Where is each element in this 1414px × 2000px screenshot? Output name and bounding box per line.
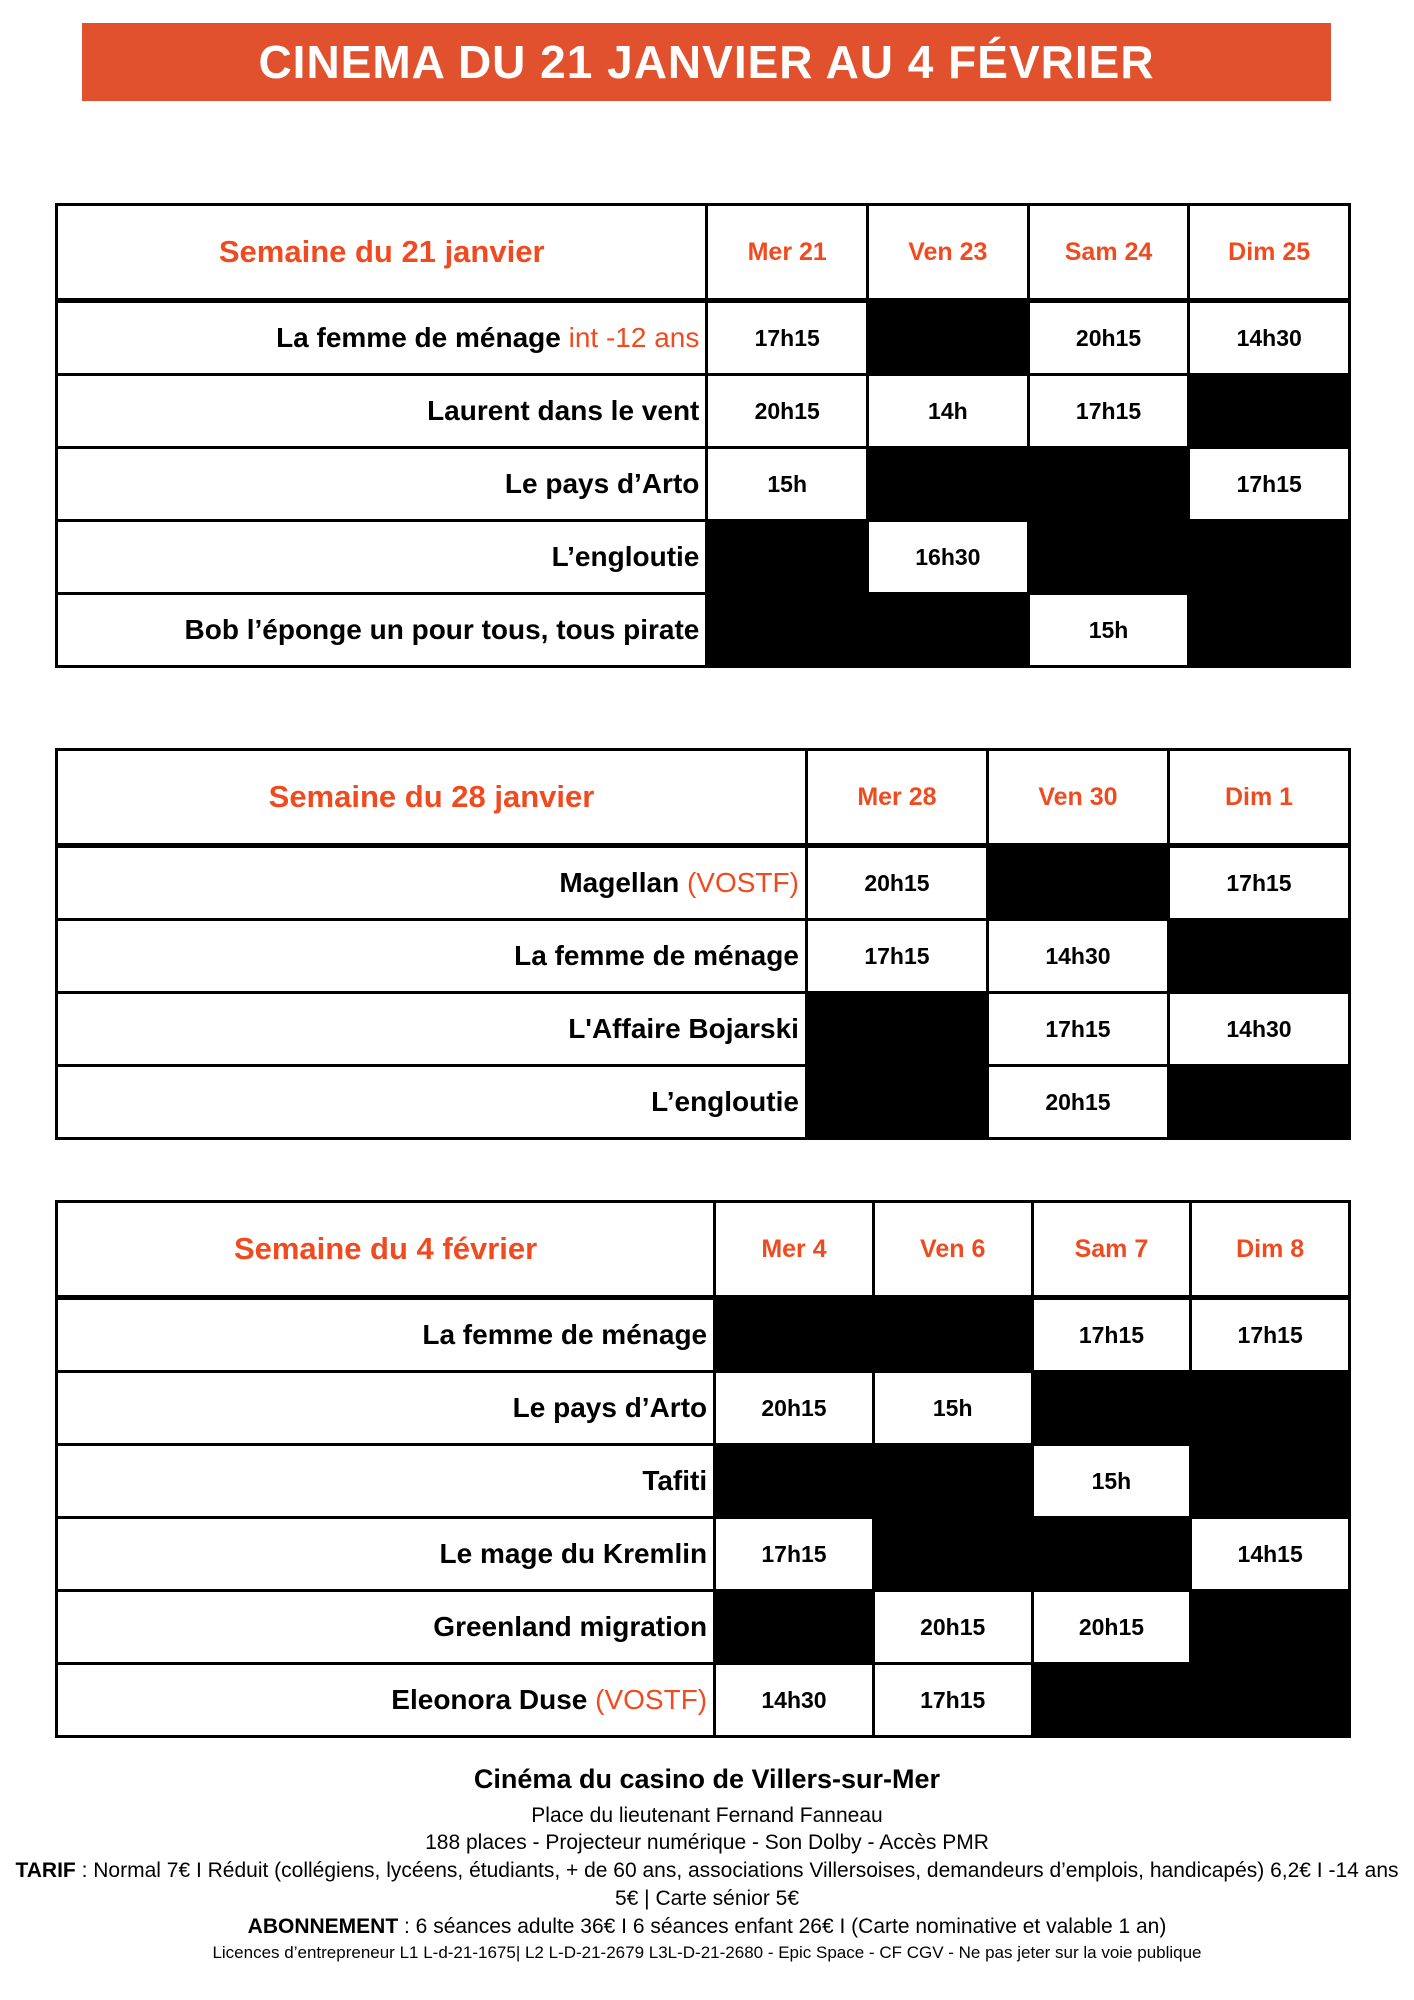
header-row [57,750,1350,846]
page-title: CINEMA DU 21 JANVIER AU 4 FÉVRIER [258,36,1155,88]
showtime-cell: 17h15 [1189,448,1350,521]
venue-name: Cinéma du casino de Villers-sur-Mer [473,1764,941,1794]
showtime-cell: 17h15 [806,920,987,993]
showtime-cell: 20h15 [715,1372,874,1445]
film-title: Tafiti [642,1465,708,1496]
showtime-cell: 17h15 [987,993,1168,1066]
film-row [57,1445,1350,1518]
film-row [57,1518,1350,1591]
film-title: Magellan [559,867,680,898]
film-row [57,1664,1350,1737]
day-header: Ven 30 [987,750,1168,846]
week-label: Semaine du 4 février [57,1202,715,1298]
film-title: La femme de ménage [422,1319,708,1350]
film-title-cell [57,375,707,448]
week-table-2 [55,748,1351,1140]
showtime-cell: 14h30 [1189,301,1350,375]
showtime-cell: 14h15 [1191,1518,1350,1591]
film-row [57,1372,1350,1445]
week-label: Semaine du 21 janvier [57,205,707,301]
film-title-cell [57,1445,715,1518]
week-table-3 [55,1200,1351,1738]
abonnement-text: : 6 séances adulte 36€ I 6 séances enfant 26€ I (Carte nominative et valable 1 an) [398,1914,1167,1938]
no-showing-cell [806,993,987,1066]
no-showing-cell [1191,1372,1350,1445]
film-row [57,448,1350,521]
no-showing-cell [1191,1445,1350,1518]
header-row [57,205,1350,301]
schedule-table [55,1200,1351,1738]
film-title-cell [57,993,807,1066]
film-row [57,846,1350,920]
film-title: L’engloutie [651,1086,799,1117]
film-row [57,375,1350,448]
no-showing-cell [707,521,868,594]
film-title-cell [57,521,707,594]
showtime-cell: 15h [1032,1445,1191,1518]
showtime-cell: 17h15 [873,1664,1032,1737]
showtime-cell: 14h30 [715,1664,874,1737]
no-showing-cell [707,594,868,667]
showtime-cell: 14h30 [1168,993,1349,1066]
film-title-cell [57,301,707,375]
film-title: Bob l’éponge un pour tous, tous pirate [184,614,700,645]
no-showing-cell [1032,1664,1191,1737]
showtime-cell: 20h15 [1028,301,1189,375]
tarif-label: TARIF [15,1859,76,1883]
no-showing-cell [1168,1066,1349,1139]
showtime-cell: 17h15 [1168,846,1349,920]
film-title-cell [57,1066,807,1139]
abonnement-line [14,1913,1400,1941]
licences-line: Licences d’entrepreneur L1 L-d-21-1675| L2 L-D-21-2679 L3L-D-21-2680 - Epic Space - CF CGV - Ne pas jeter sur la voie publique [212,1943,1202,1963]
showtime-cell: 20h15 [987,1066,1168,1139]
no-showing-cell [868,301,1029,375]
venue-features: 188 places - Projecteur numérique - Son Dolby - Accès PMR [425,1831,989,1855]
no-showing-cell [1189,594,1350,667]
film-title-suffix: (VOSTF) [587,1684,708,1715]
day-header: Mer 4 [715,1202,874,1298]
schedule-table [55,203,1351,668]
showtime-cell: 15h [707,448,868,521]
no-showing-cell [1028,448,1189,521]
no-showing-cell [715,1445,874,1518]
film-title-cell [57,920,807,993]
showtime-cell: 14h [868,375,1029,448]
film-row [57,993,1350,1066]
film-title-cell [57,846,807,920]
film-title-suffix: (VOSTF) [679,867,799,898]
day-header: Mer 21 [707,205,868,301]
no-showing-cell [868,594,1029,667]
film-row [57,920,1350,993]
showtime-cell: 20h15 [806,846,987,920]
no-showing-cell [873,1298,1032,1372]
no-showing-cell [1032,1372,1191,1445]
no-showing-cell [806,1066,987,1139]
day-header: Ven 23 [868,205,1029,301]
film-title-suffix: int -12 ans [560,322,700,353]
film-title: Eleonora Duse [391,1684,588,1715]
no-showing-cell [1189,375,1350,448]
film-title: La femme de ménage [514,940,799,971]
film-row [57,1298,1350,1372]
showtime-cell: 16h30 [868,521,1029,594]
day-header: Dim 1 [1168,750,1349,846]
showtime-cell: 15h [873,1372,1032,1445]
film-title: Greenland migration [433,1611,708,1642]
film-row [57,594,1350,667]
schedule-table [55,748,1351,1140]
no-showing-cell [868,448,1029,521]
no-showing-cell [1189,521,1350,594]
day-header: Dim 8 [1191,1202,1350,1298]
film-title-cell [57,1518,715,1591]
day-header: Dim 25 [1189,205,1350,301]
film-title-cell [57,1298,715,1372]
title-banner [82,23,1331,101]
no-showing-cell [715,1298,874,1372]
tarif-line [14,1857,1400,1912]
no-showing-cell [1191,1664,1350,1737]
showtime-cell: 15h [1028,594,1189,667]
showtime-cell: 20h15 [1032,1591,1191,1664]
showtime-cell: 20h15 [707,375,868,448]
abonnement-label: ABONNEMENT [247,1914,399,1938]
showtime-cell: 17h15 [715,1518,874,1591]
no-showing-cell [873,1445,1032,1518]
week-label: Semaine du 28 janvier [57,750,807,846]
showtime-cell: 17h15 [1191,1298,1350,1372]
day-header: Sam 7 [1032,1202,1191,1298]
film-row [57,521,1350,594]
showtime-cell: 17h15 [1032,1298,1191,1372]
no-showing-cell [1168,920,1349,993]
film-row [57,1066,1350,1139]
day-header: Sam 24 [1028,205,1189,301]
film-title: La femme de ménage [276,322,561,353]
film-row [57,301,1350,375]
week-table-1 [55,203,1351,668]
day-header: Mer 28 [806,750,987,846]
film-title-cell [57,1372,715,1445]
showtime-cell: 20h15 [873,1591,1032,1664]
showtime-cell: 17h15 [707,301,868,375]
showtime-cell: 14h30 [987,920,1168,993]
film-title-cell [57,1591,715,1664]
film-title: Le pays d’Arto [512,1392,708,1423]
film-title-cell [57,594,707,667]
no-showing-cell [987,846,1168,920]
film-title-cell [57,1664,715,1737]
day-header: Ven 6 [873,1202,1032,1298]
film-title: L’engloutie [551,541,700,572]
film-title-cell [57,448,707,521]
no-showing-cell [873,1518,1032,1591]
tarif-text: : Normal 7€ I Réduit (collégiens, lycéens, étudiants, + de 60 ans, associations Villersoises, demandeurs d’emplois, handicapés) 6,2€ I -14 ans 5€ | Carte sénior 5€ [75,1859,1399,1910]
no-showing-cell [715,1591,874,1664]
film-title: L'Affaire Bojarski [568,1013,799,1044]
film-title: Le mage du Kremlin [439,1538,708,1569]
footer [0,1762,1414,1965]
venue-address: Place du lieutenant Fernand Fanneau [531,1803,883,1827]
no-showing-cell [1191,1591,1350,1664]
film-title: Laurent dans le vent [427,395,700,426]
header-row [57,1202,1350,1298]
showtime-cell: 17h15 [1028,375,1189,448]
film-title: Le pays d’Arto [504,468,700,499]
film-row [57,1591,1350,1664]
no-showing-cell [1028,521,1189,594]
no-showing-cell [1032,1518,1191,1591]
